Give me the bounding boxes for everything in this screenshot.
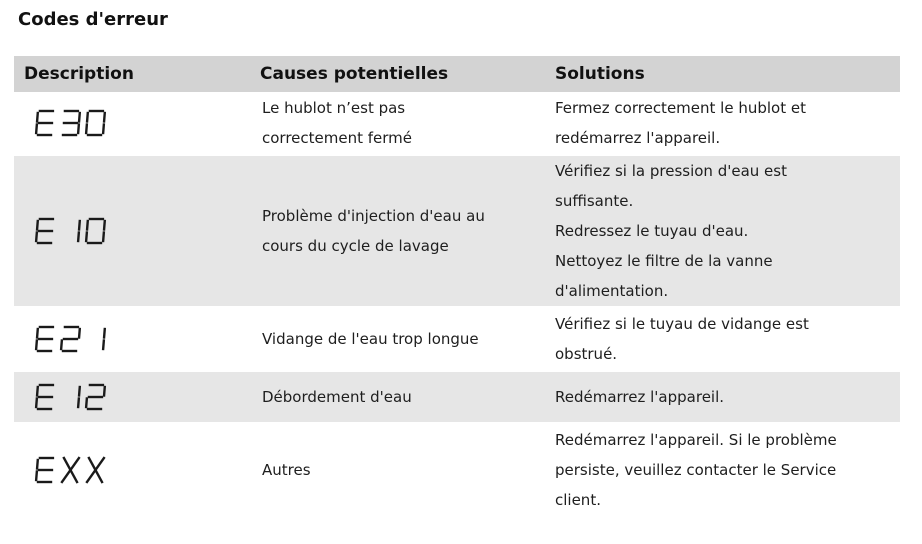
column-header-description: Description	[14, 56, 250, 92]
table-row	[14, 424, 900, 516]
error-code-cell	[14, 156, 250, 306]
solution-line: Redémarrez l'appareil. Si le problème	[555, 431, 837, 449]
solution-cell	[545, 156, 900, 306]
table-header-row	[14, 56, 900, 92]
cause-line: Le hublot n’est pas	[262, 99, 406, 117]
error-code-cell	[14, 308, 250, 370]
cause-line: correctement fermé	[262, 129, 412, 147]
seven-segment-code-e12	[34, 382, 114, 412]
cause-line: Vidange de l'eau trop longue	[262, 330, 479, 348]
solution-line: persiste, veuillez contacter le Service	[555, 461, 837, 479]
error-code-cell	[14, 424, 250, 516]
cause-line: Problème d'injection d'eau au	[262, 207, 485, 225]
solution-line: Vérifiez si le tuyau de vidange est	[555, 315, 809, 333]
cause-line: Autres	[262, 461, 311, 479]
table-row	[14, 308, 900, 370]
solution-line: client.	[555, 491, 601, 509]
cause-cell	[250, 308, 545, 370]
solution-line: redémarrez l'appareil.	[555, 129, 721, 147]
seven-segment-code-e30	[34, 108, 114, 138]
solution-line: obstrué.	[555, 345, 618, 363]
cause-cell	[250, 372, 545, 422]
solution-cell	[545, 372, 900, 422]
solution-cell	[545, 308, 900, 370]
solution-cell	[545, 92, 900, 154]
seven-segment-code-e10	[34, 216, 114, 246]
column-header-solutions: Solutions	[545, 56, 900, 92]
solution-line: suffisante.	[555, 192, 634, 210]
solution-line: Nettoyez le filtre de la vanne	[555, 252, 773, 270]
column-header-causes: Causes potentielles	[250, 56, 545, 92]
seven-segment-code-e21	[34, 324, 114, 354]
cause-line: cours du cycle de lavage	[262, 237, 449, 255]
table-row	[14, 92, 900, 154]
cause-line: Débordement d'eau	[262, 388, 412, 406]
error-code-cell	[14, 372, 250, 422]
page-title: Codes d'erreur	[18, 9, 168, 30]
error-code-cell	[14, 92, 250, 154]
solution-line: d'alimentation.	[555, 282, 669, 300]
solution-line: Vérifiez si la pression d'eau est	[555, 162, 787, 180]
solution-line: Redressez le tuyau d'eau.	[555, 222, 749, 240]
table-row	[14, 372, 900, 422]
cause-cell	[250, 156, 545, 306]
cause-cell	[250, 424, 545, 516]
seven-segment-code-exx	[34, 455, 114, 485]
solution-line: Redémarrez l'appareil.	[555, 388, 725, 406]
table-row	[14, 156, 900, 306]
error-codes-table	[14, 56, 900, 516]
solution-cell	[545, 424, 900, 516]
solution-line: Fermez correctement le hublot et	[555, 99, 806, 117]
cause-cell	[250, 92, 545, 154]
